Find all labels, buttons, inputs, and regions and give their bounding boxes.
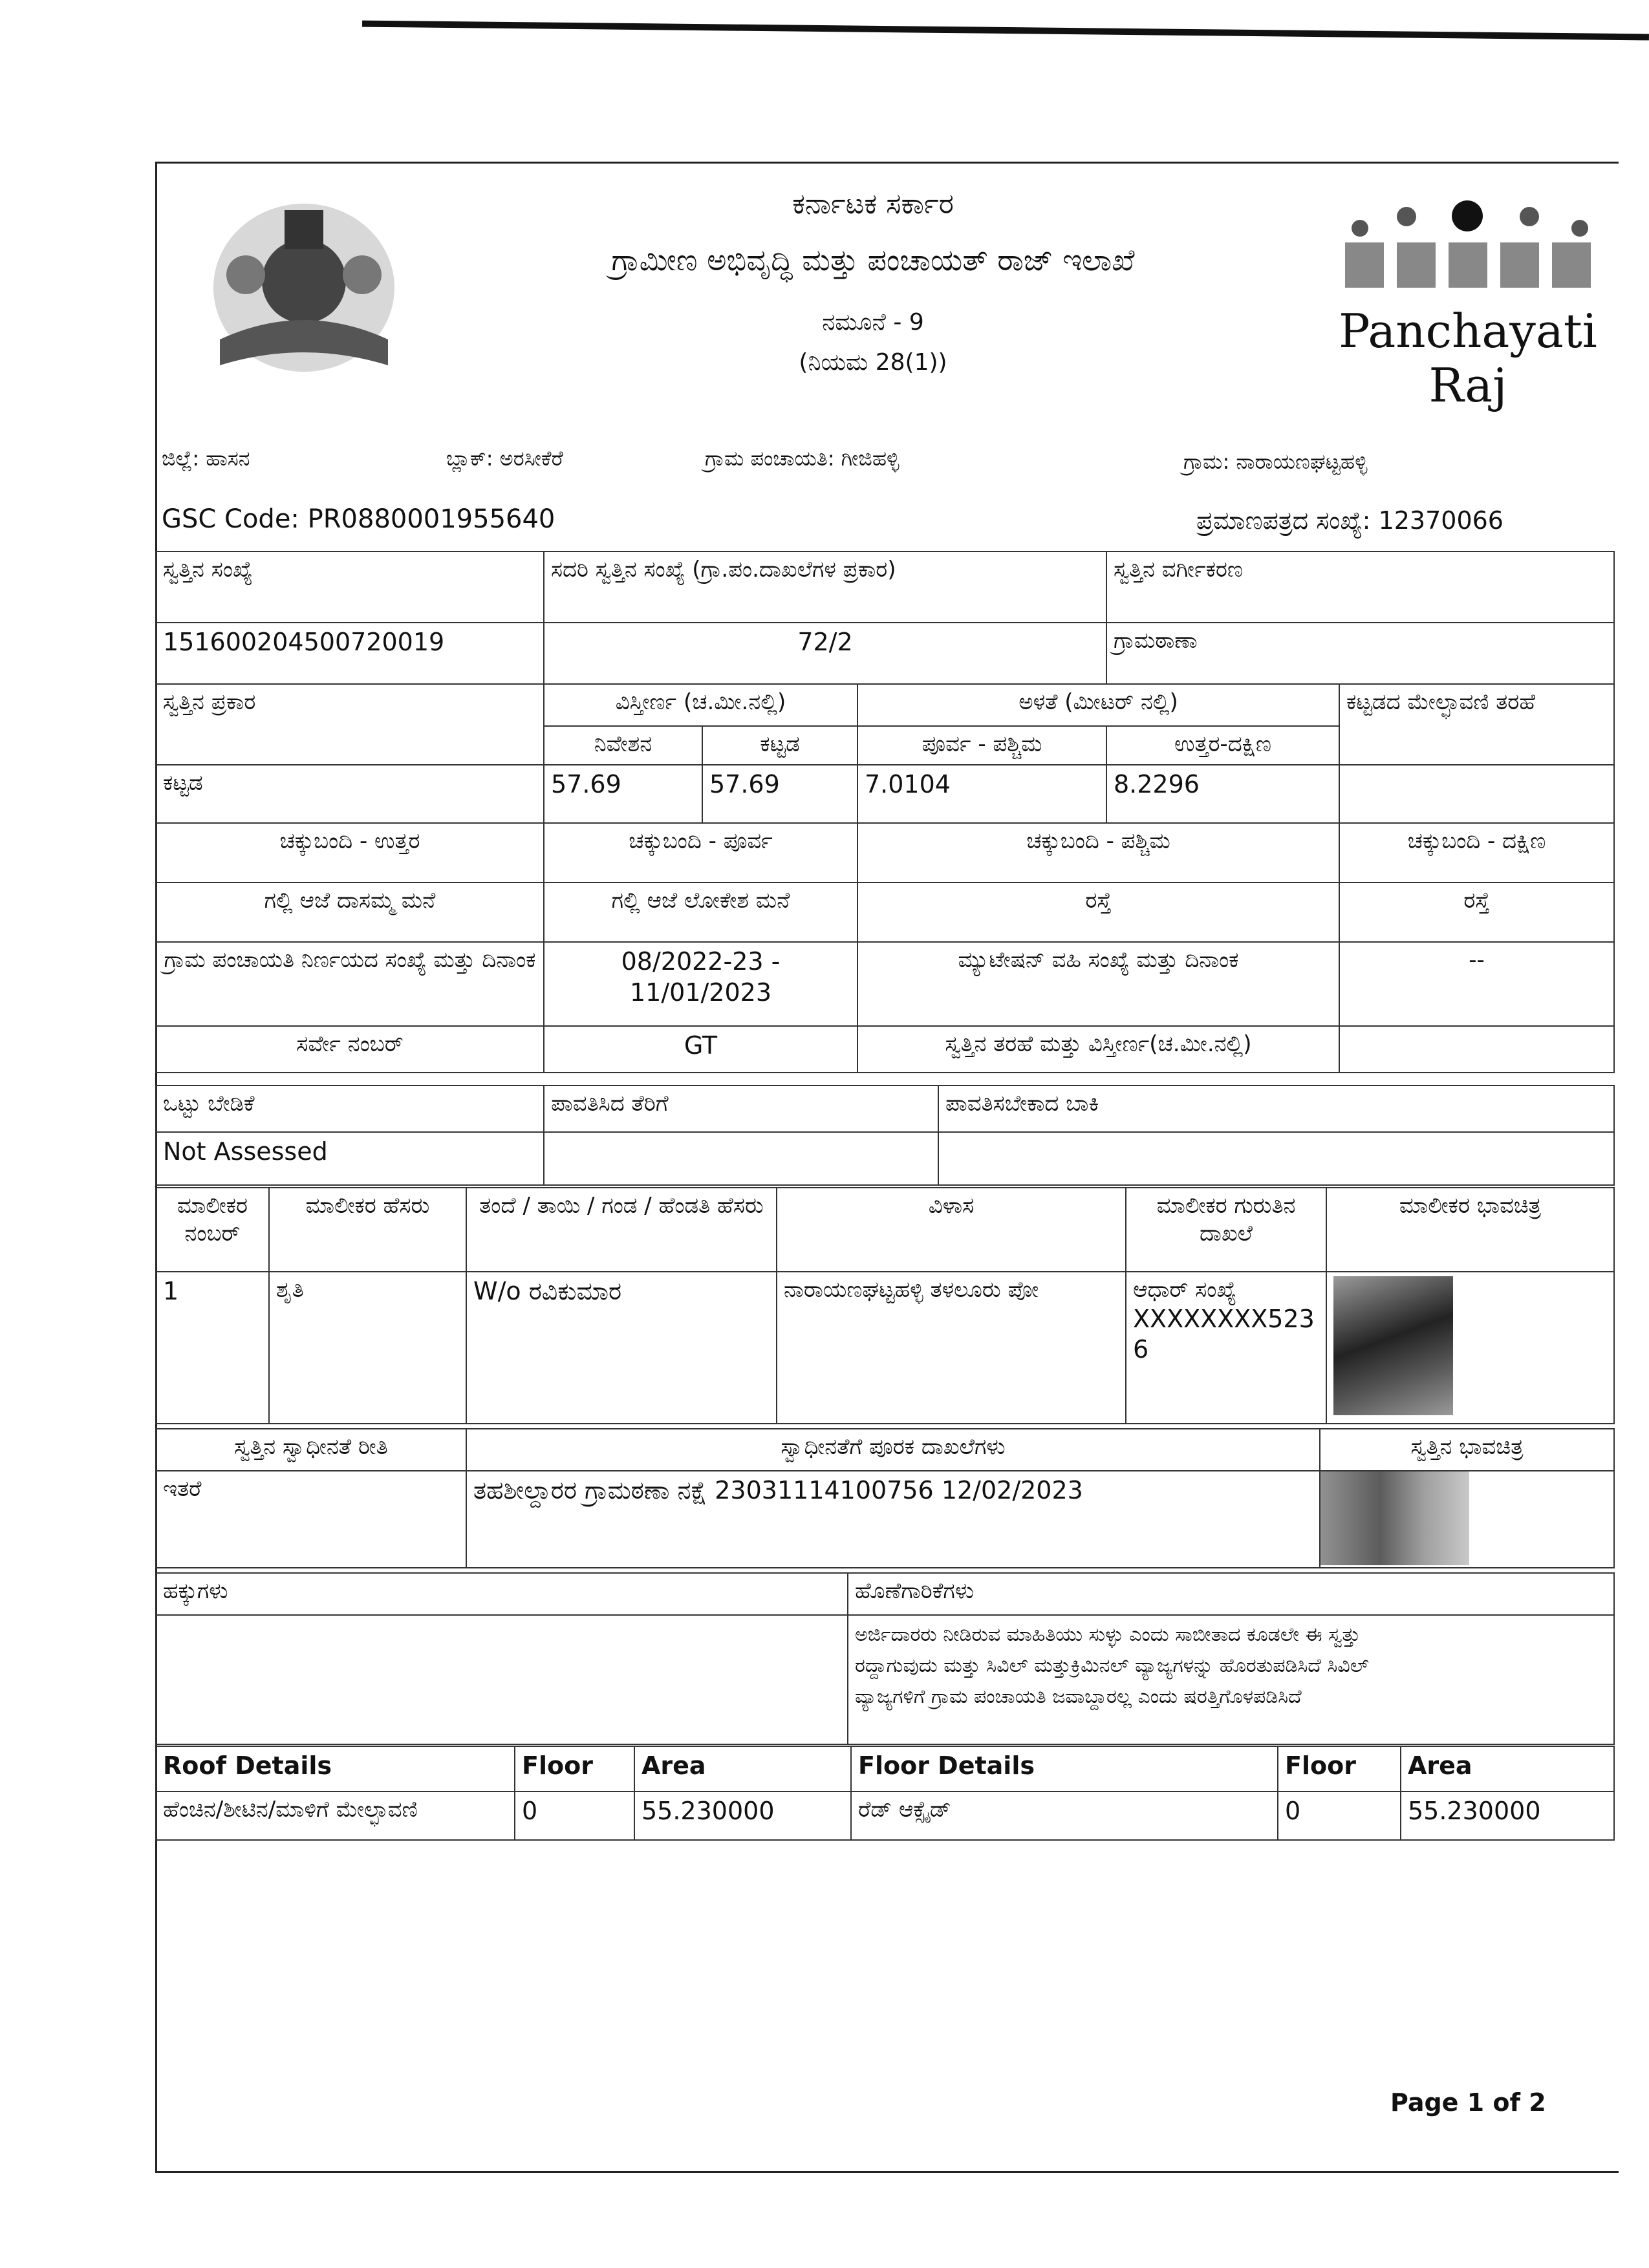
gram-panchayat: ಗ್ರಾಮ ಪಂಚಾಯತಿ: ಗೀಜಿಹಳ್ಳಿ [705,446,900,471]
roof-type: ಹೆಂಚಿನ/ಶೀಟಿನ/ಮಾಳಿಗೆ ಮೇಲ್ಛಾವಣಿ [156,1792,515,1840]
owner-photo [1333,1276,1453,1415]
department-title: ಗ್ರಾಮೀಣ ಅಭಿವೃದ್ಧಿ ಮತ್ತು ಪಂಚಾಯತ್ ರಾಜ್ ಇಲಾಖೆ [611,242,1135,277]
h-site: ನಿವೇಶನ [544,726,702,765]
property-type: ಕಟ್ಟಡ [156,765,544,823]
h-liabilities: ಹೊಣೆಗಾರಿಕೆಗಳು [848,1573,1614,1615]
h-balance: ಪಾವತಿಸಬೇಕಾದ ಬಾಕಿ [938,1086,1614,1132]
h-tax-paid: ಪಾವತಿಸಿದ ತೆರಿಗೆ [544,1086,938,1132]
h-boundary-east: ಚಕ್ಕುಬಂದಿ - ಪೂರ್ವ [544,823,857,883]
h-identity: ಮಾಲೀಕರ ಗುರುತಿನ ದಾಖಲೆ [1126,1188,1326,1272]
h-ownership-docs: ಸ್ವಾಧೀನತೆಗೆ ಪೂರಕ ದಾಖಲೆಗಳು [466,1429,1320,1471]
property-kind [1339,1026,1614,1073]
north-south: 8.2296 [1106,765,1339,823]
block: ಬ್ಲಾಕ್: ಅರಸೀಕೆರೆ [446,446,563,471]
old-number: 72/2 [544,623,1106,684]
h-measure: ಅಳತೆ (ಮೀಟರ್ ನಲ್ಲಿ) [857,684,1339,726]
roof-table [155,1746,852,1841]
h-floor-floor: Floor [1278,1746,1401,1792]
district: ಜಿಲ್ಲೆ: ಹಾಸನ [162,446,250,471]
roof-floor: 0 [515,1792,634,1840]
h-prop-type: ಸ್ವತ್ತಿನ ಪ್ರಕಾರ [156,684,544,765]
h-owner-no: ಮಾಲೀಕರ ನಂಬರ್ [156,1188,269,1272]
h-relation: ತಂದೆ / ತಾಯಿ / ಗಂಡ / ಹೆಂಡತಿ ಹೆಸರು [466,1188,777,1272]
boundary-west: ರಸ್ತೆ [857,883,1339,942]
liability-line-1: ಅರ್ಜಿದಾರರು ನೀಡಿರುವ ಮಾಹಿತಿಯು ಸುಳ್ಳು ಎಂದು ಸಾಬೀತಾದ ಕೂಡಲೇ ಈ ಸ್ವತ್ತು [855,1623,1361,1646]
h-address: ವಿಳಾಸ [777,1188,1126,1272]
relation-name: W/o ರವಿಕುಮಾರ [466,1272,777,1424]
village: ಗ್ರಾಮ: ನಾರಾಯಣಘಟ್ಟಹಳ್ಳಿ [1183,449,1368,474]
h-old-no: ಸದರಿ ಸ್ವತ್ತಿನ ಸಂಖ್ಯೆ (ಗ್ರಾ.ಪಂ.ದಾಖಲೆಗಳ ಪ್ರಕಾರ) [544,551,1106,623]
identity-cell [1126,1272,1326,1424]
panchayati-raj-logo [1332,187,1604,412]
h-boundary-south: ಚಕ್ಕುಬಂದಿ - ದಕ್ಷಿಣ [1339,823,1614,883]
ownership-table [155,1428,1615,1568]
rights-table [155,1572,1615,1745]
govt-title: ಕರ್ನಾಟಕ ಸರ್ಕಾರ [792,187,954,220]
property-photo-cell [1320,1471,1614,1568]
gsc-code: GSC Code: PR0880001955640 [162,504,555,534]
east-west: 7.0104 [857,765,1106,823]
rights-value [156,1615,848,1744]
h-built: ಕಟ್ಟಡ [702,726,857,765]
h-total-demand: ಒಟ್ಟು ಬೇಡಿಕೆ [156,1086,544,1132]
liability-line-3: ವ್ಯಾಜ್ಯಗಳಿಗೆ ಗ್ರಾಮ ಪಂಚಾಯತಿ ಜವಾಬ್ದಾರಲ್ಲ ಎಂದು ಷರತ್ತಿಗೊಳಪಡಿಸಿದೆ [855,1685,1302,1708]
mutation: -- [1339,942,1614,1026]
h-rights: ಹಕ್ಕುಗಳು [156,1573,848,1615]
h-mutation: ಮ್ಯುಟೇಷನ್ ವಹಿ ಸಂಖ್ಯೆ ಮತ್ತು ದಿನಾಂಕ [857,942,1339,1026]
h-owner-name: ಮಾಲೀಕರ ಹೆಸರು [269,1188,466,1272]
owner-name: ಶೃತಿ [269,1272,466,1424]
balance [938,1132,1614,1185]
h-property-photo: ಸ್ವತ್ತಿನ ಭಾವಚಿತ್ರ [1320,1429,1614,1471]
h-prop-no: ಸ್ವತ್ತಿನ ಸಂಖ್ಯೆ [156,551,544,623]
h-survey: ಸರ್ವೇ ನಂಬರ್ [156,1026,544,1073]
floor-type: ರೆಡ್ ಆಕ್ಸೈಡ್ [851,1792,1278,1840]
total-demand: Not Assessed [156,1132,544,1185]
floor-area: 55.230000 [1401,1792,1614,1840]
identity-label: ಆಧಾರ್ ಸಂಖ್ಯೆ [1133,1277,1237,1303]
owner-table [155,1187,1615,1424]
survey-number: GT [544,1026,857,1073]
karnataka-emblem-icon [194,171,414,385]
liabilities-text [848,1615,1614,1744]
h-floor-details: Floor Details [851,1746,1278,1792]
h-north-south: ಉತ್ತರ-ದಕ್ಷಿಣ [1106,726,1339,765]
h-roof-details: Roof Details [156,1746,515,1792]
h-boundary-north: ಚಕ್ಕುಬಂದಿ - ಉತ್ತರ [156,823,544,883]
property-number: 151600204500720019 [156,623,544,684]
built-area: 57.69 [702,765,857,823]
property-table [155,551,1615,1073]
h-boundary-west: ಚಕ್ಕುಬಂದಿ - ಪಶ್ಚಿಮ [857,823,1339,883]
ownership-docs: ತಹಶೀಲ್ದಾರರ ಗ್ರಾಮಠಣಾ ನಕ್ಷೆ 23031114100756 12/02/2023 [466,1471,1320,1568]
h-area: ವಿಸ್ತೀರ್ಣ (ಚ.ಮೀ.ನಲ್ಲಿ) [544,684,857,726]
liability-line-2: ರದ್ದಾಗುವುದು ಮತ್ತು ಸಿವಿಲ್ ಮತ್ತುಕ್ರಿಮಿನಲ್ ವ್ಯಾಜ್ಯಗಳನ್ನು ಹೊರತುಪಡಿಸಿದೆ ಸಿವಿಲ್ [855,1654,1369,1677]
h-gp-resolution: ಗ್ರಾಮ ಪಂಚಾಯತಿ ನಿರ್ಣಯದ ಸಂಖ್ಯೆ ಮತ್ತು ದಿನಾಂಕ [156,942,544,1026]
logo-text: Panchayati Raj [1339,304,1597,412]
classification: ಗ್ರಾಮಠಾಣಾ [1106,623,1614,684]
floor-table [850,1746,1615,1841]
owner-photo-cell [1326,1272,1614,1424]
form-number: ನಮೂನೆ - 9 [822,309,924,336]
page-number: Page 1 of 2 [1390,2088,1546,2117]
h-roof-floor: Floor [515,1746,634,1792]
scan-top-line [362,21,1649,41]
boundary-north: ಗಲ್ಲಿ ಆಜೆ ದಾಸಮ್ಮ ಮನೆ [156,883,544,942]
site-area: 57.69 [544,765,702,823]
h-east-west: ಪೂರ್ವ - ಪಶ್ಚಿಮ [857,726,1106,765]
h-owner-photo: ಮಾಲೀಕರ ಭಾವಚಿತ್ರ [1326,1188,1614,1272]
building-roof [1339,765,1614,823]
h-property-kind: ಸ್ವತ್ತಿನ ತರಹೆ ಮತ್ತು ವಿಸ್ತೀರ್ಣ(ಚ.ಮೀ.ನಲ್ಲಿ) [857,1026,1339,1073]
boundary-south: ರಸ್ತೆ [1339,883,1614,942]
certificate-number: ಪ್ರಮಾಣಪತ್ರದ ಸಂಖ್ಯೆ: 12370066 [1196,506,1503,535]
boundary-east: ಗಲ್ಲಿ ಆಜೆ ಲೋಕೇಶ ಮನೆ [544,883,857,942]
owner-number: 1 [156,1272,269,1424]
gp-resolution: 08/2022-23 - 11/01/2023 [544,942,857,1026]
property-photo [1320,1471,1469,1565]
rule-number: (ನಿಯಮ 28(1)) [799,349,947,376]
roof-area: 55.230000 [634,1792,851,1840]
h-floor-area: Area [1401,1746,1614,1792]
tax-paid [544,1132,938,1185]
ownership-mode: ಇತರೆ [156,1471,466,1568]
h-classification: ಸ್ವತ್ತಿನ ವರ್ಗೀಕರಣ [1106,551,1614,623]
tax-table [155,1085,1615,1186]
owner-address: ನಾರಾಯಣಘಟ್ಟಹಳ್ಳಿ ತಳಲೂರು ಪೋ [777,1272,1126,1424]
h-building-roof: ಕಟ್ಟಡದ ಮೇಲ್ಛಾವಣಿ ತರಹೆ [1339,684,1614,765]
h-ownership-mode: ಸ್ವತ್ತಿನ ಸ್ವಾಧೀನತೆ ರೀತಿ [156,1429,466,1471]
identity-value: XXXXXXXX523 6 [1133,1304,1315,1364]
floor-floor: 0 [1278,1792,1401,1840]
h-roof-area: Area [634,1746,851,1792]
